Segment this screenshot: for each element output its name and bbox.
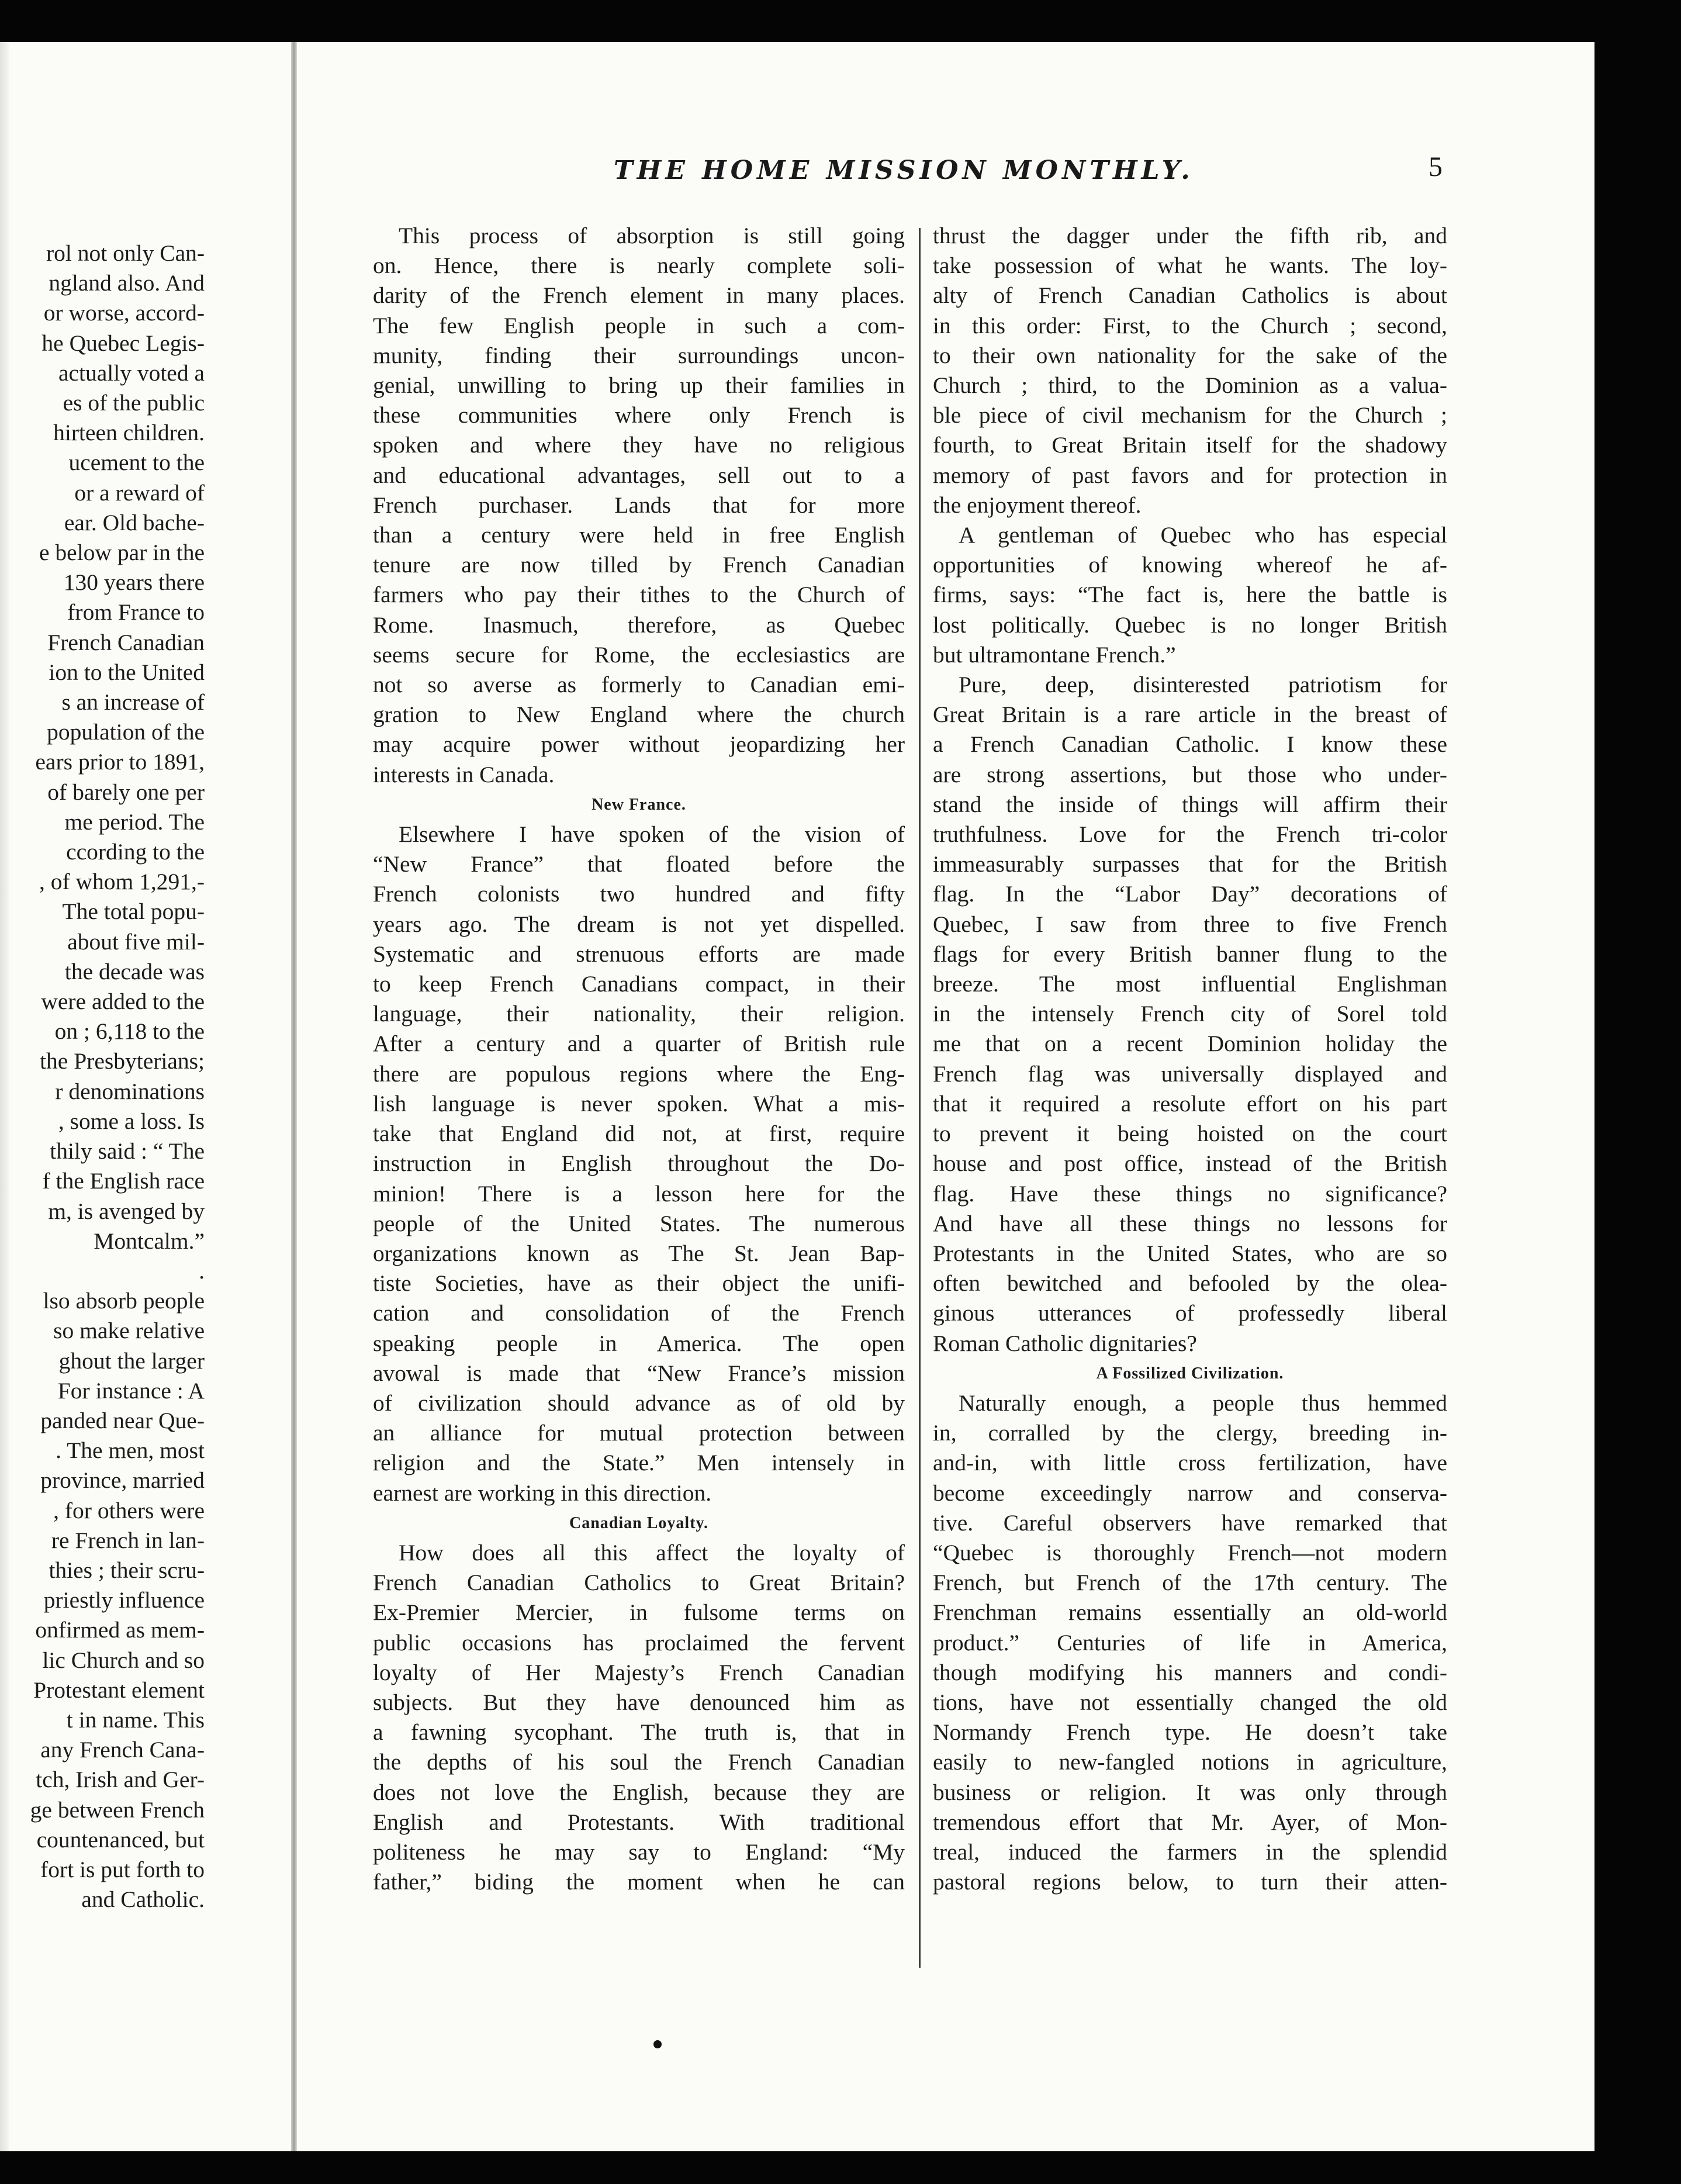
text-line: French flag was universally displayed and: [933, 1060, 1447, 1087]
fragment-line: e below par in the: [39, 540, 205, 566]
text-line: Protestants in the United States, who are so: [933, 1240, 1447, 1266]
text-line: father,” biding the moment when he can: [373, 1869, 905, 1895]
fragment-line: were added to the: [41, 989, 205, 1015]
text-line: that it required a resolute effort on his part: [933, 1090, 1447, 1117]
section-heading: A Fossilized Civilization.: [1096, 1364, 1284, 1383]
fragment-line: ngland also. And: [49, 270, 205, 296]
fragment-line: thies ; their scru-: [49, 1557, 205, 1583]
fragment-line: f the English race: [42, 1168, 205, 1194]
text-line: tions, have not essentially changed the old: [933, 1689, 1447, 1715]
text-line: me that on a recent Dominion holiday the: [933, 1031, 1447, 1057]
fragment-line: r denominations: [55, 1078, 205, 1104]
text-line: house and post office, instead of the British: [933, 1150, 1447, 1177]
text-line: in, corralled by the clergy, breeding in-: [933, 1420, 1447, 1446]
text-line: genial, unwilling to bring up their families in: [373, 372, 905, 399]
section-heading: New France.: [592, 795, 686, 814]
text-line: though modifying his manners and condi-: [933, 1659, 1447, 1685]
text-line: organizations known as The St. Jean Bap-: [373, 1240, 905, 1266]
fragment-line: fort is put forth to: [40, 1856, 205, 1882]
magazine-page: [0, 42, 1594, 2151]
middle-column: [373, 221, 905, 1897]
text-line: and educational advantages, sell out to a: [373, 462, 905, 488]
text-line: fourth, to Great Britain itself for the shadowy: [933, 432, 1447, 458]
fragment-line: actually voted a: [58, 360, 205, 386]
fragment-line: priestly influence: [43, 1587, 205, 1613]
text-line: flag. Have these things no significance?: [933, 1180, 1447, 1207]
text-line: not so averse as formerly to Canadian emi-: [373, 672, 905, 698]
running-title: THE HOME MISSION MONTHLY.: [614, 155, 1194, 185]
fragment-line: countenanced, but: [36, 1826, 205, 1853]
text-line: loyalty of Her Majesty’s French Canadian: [373, 1659, 905, 1685]
text-line: a fawning sycophant. The truth is, that in: [373, 1719, 905, 1746]
text-line: English and Protestants. With traditional: [373, 1809, 905, 1835]
text-line: cation and consolidation of the French: [373, 1300, 905, 1326]
fragment-line: . The men, most: [56, 1437, 205, 1464]
text-line: the enjoyment thereof.: [933, 492, 1142, 518]
text-line: Rome. Inasmuch, therefore, as Quebec: [373, 611, 905, 638]
text-line: tiste Societies, have as their object the unifi-: [373, 1270, 905, 1297]
text-line: tremendous effort that Mr. Ayer, of Mon-: [933, 1809, 1447, 1835]
text-line: farmers who pay their tithes to the Church of: [373, 582, 905, 608]
fragment-line: and Catholic.: [81, 1886, 205, 1913]
fragment-line: from France to: [67, 599, 205, 626]
text-line: Church ; third, to the Dominion as a valua-: [933, 372, 1447, 399]
page-dot: [653, 2040, 662, 2048]
text-line: French Canadian Catholics to Great Britain?: [373, 1570, 905, 1596]
fragment-line: or a reward of: [74, 479, 205, 506]
fragment-line: re French in lan-: [51, 1527, 205, 1553]
previous-page-fragment: [0, 239, 205, 1915]
fragment-line: ccording to the: [66, 839, 205, 865]
text-line: The few English people in such a com-: [373, 312, 905, 338]
text-line: lost politically. Quebec is no longer British: [933, 611, 1447, 638]
text-line: alty of French Canadian Catholics is about: [933, 282, 1447, 309]
text-line: tenure are now tilled by French Canadian: [373, 552, 905, 578]
text-line: these communities where only French is: [373, 402, 905, 428]
text-line: politeness he may say to England: “My: [373, 1839, 905, 1865]
fragment-line: t in name. This: [66, 1706, 205, 1733]
text-line: are strong assertions, but those who under-: [933, 761, 1447, 787]
text-line: a French Canadian Catholic. I know these: [933, 731, 1447, 758]
text-line: avowal is made that “New France’s mission: [373, 1360, 905, 1386]
text-line: and-in, with little cross fertilization, have: [933, 1450, 1447, 1476]
text-line: there are populous regions where the Eng-: [373, 1060, 905, 1087]
text-line: may acquire power without jeopardizing her: [373, 731, 905, 758]
text-line: flag. In the “Labor Day” decorations of: [933, 881, 1447, 907]
text-line: to prevent it being hoisted on the court: [933, 1121, 1447, 1147]
fragment-line: province, married: [40, 1467, 205, 1494]
text-line: “Quebec is thoroughly French—not modern: [933, 1539, 1447, 1566]
text-line: seems secure for Rome, the ecclesiastics are: [373, 641, 905, 668]
text-line: subjects. But they have denounced him as: [373, 1689, 905, 1715]
text-line: stand the inside of things will affirm their: [933, 791, 1447, 817]
text-line: interests in Canada.: [373, 761, 555, 787]
fragment-line: , for others were: [53, 1497, 205, 1523]
text-line: the depths of his soul the French Canadian: [373, 1749, 905, 1775]
fragment-line: , some a loss. Is: [58, 1108, 205, 1134]
text-line: business or religion. It was only through: [933, 1779, 1447, 1805]
fragment-line: , of whom 1,291,-: [39, 869, 205, 895]
fragment-line: For instance : A: [57, 1377, 205, 1404]
fragment-line: ear. Old bache-: [64, 509, 205, 535]
text-line: than a century were held in free English: [373, 522, 905, 548]
text-line: earnest are working in this direction.: [373, 1480, 712, 1506]
fragment-line: about five mil-: [67, 928, 205, 955]
text-line: pastoral regions below, to turn their atten-: [933, 1869, 1447, 1895]
fragment-line: ears prior to 1891,: [35, 749, 205, 775]
text-line: Frenchman remains essentially an old-world: [933, 1599, 1447, 1626]
text-line: Normandy French type. He doesn’t take: [933, 1719, 1447, 1746]
column-rule: [919, 228, 921, 1968]
fragment-line: lic Church and so: [42, 1647, 205, 1673]
fragment-line: 130 years there: [63, 569, 205, 596]
text-line: ble piece of civil mechanism for the Church ;: [933, 402, 1447, 428]
text-line: Quebec, I saw from three to five French: [933, 911, 1447, 937]
text-line: but ultramontane French.”: [933, 641, 1176, 668]
text-line: lish language is never spoken. What a mis-: [373, 1090, 905, 1117]
text-line: gration to New England where the church: [373, 701, 905, 728]
text-line: firms, says: “The fact is, here the battle is: [933, 582, 1447, 608]
fragment-line: Protestant element: [33, 1677, 205, 1703]
text-line: darity of the French element in many places.: [373, 282, 905, 309]
page-number: 5: [1428, 151, 1443, 182]
fragment-line: the Presbyterians;: [40, 1048, 205, 1074]
fragment-line: any French Cana-: [40, 1737, 205, 1763]
text-line: immeasurably surpasses that for the British: [933, 851, 1447, 877]
fragment-line: onfirmed as mem-: [35, 1617, 205, 1643]
text-line: treal, induced the farmers in the splendid: [933, 1839, 1447, 1865]
text-line: take that England did not, at first, require: [373, 1121, 905, 1147]
fragment-line: me period. The: [64, 808, 205, 835]
text-line: an alliance for mutual protection between: [373, 1420, 905, 1446]
text-line: A gentleman of Quebec who has especial: [959, 522, 1447, 548]
text-line: often bewitched and befooled by the olea-: [933, 1270, 1447, 1297]
text-line: breeze. The most influential Englishman: [933, 971, 1447, 997]
text-line: French, but French of the 17th century. The: [933, 1570, 1447, 1596]
text-line: product.” Centuries of life in America,: [933, 1629, 1447, 1656]
text-line: people of the United States. The numerous: [373, 1210, 905, 1236]
text-line: Elsewhere I have spoken of the vision of: [399, 821, 905, 848]
text-line: to keep French Canadians compact, in their: [373, 971, 905, 997]
text-line: Naturally enough, a people thus hemmed: [959, 1390, 1447, 1416]
text-line: public occasions has proclaimed the fervent: [373, 1629, 905, 1656]
text-line: Pure, deep, disinterested patriotism for: [959, 672, 1447, 698]
fragment-line: Montcalm.”: [94, 1228, 205, 1254]
text-line: instruction in English throughout the Do-: [373, 1150, 905, 1177]
text-line: Systematic and strenuous efforts are made: [373, 941, 905, 967]
fragment-line: s an increase of: [61, 689, 205, 716]
fragment-line: on ; 6,118 to the: [54, 1018, 205, 1045]
fragment-line: .: [199, 1257, 205, 1284]
fragment-line: panded near Que-: [40, 1407, 205, 1433]
text-line: spoken and where they have no religious: [373, 432, 905, 458]
fragment-line: or worse, accord-: [43, 300, 205, 326]
fragment-line: tch, Irish and Ger-: [36, 1767, 205, 1793]
text-line: tive. Careful observers have remarked that: [933, 1509, 1447, 1536]
text-line: religion and the State.” Men intensely in: [373, 1450, 905, 1476]
text-line: thrust the dagger under the fifth rib, and: [933, 223, 1447, 248]
text-line: flags for every British banner flung to the: [933, 941, 1447, 967]
fragment-line: ion to the United: [49, 659, 205, 685]
text-line: memory of past favors and for protection in: [933, 462, 1447, 488]
fragment-line: French Canadian: [47, 629, 205, 655]
text-line: take possession of what he wants. The loy-: [933, 253, 1447, 279]
text-line: “New France” that floated before the: [373, 851, 905, 877]
text-line: opportunities of knowing whereof he af-: [933, 552, 1447, 578]
fragment-line: The total popu-: [62, 899, 205, 925]
text-line: This process of absorption is still going: [399, 223, 905, 248]
book-gutter: [291, 42, 297, 2151]
fragment-line: ge between French: [30, 1796, 205, 1823]
text-line: And have all these things no lessons for: [933, 1210, 1447, 1236]
text-line: Roman Catholic dignitaries?: [933, 1330, 1197, 1356]
right-column: [933, 221, 1447, 1897]
fragment-line: ghout the larger: [58, 1347, 205, 1374]
text-line: French colonists two hundred and fifty: [373, 881, 905, 907]
text-line: Ex-Premier Mercier, in fulsome terms on: [373, 1599, 905, 1626]
fragment-line: ucement to the: [68, 450, 205, 476]
text-line: become exceedingly narrow and conserva-: [933, 1480, 1447, 1506]
text-line: to their own nationality for the sake of the: [933, 342, 1447, 368]
text-line: French purchaser. Lands that for more: [373, 492, 905, 518]
fragment-line: thily said : “ The: [50, 1138, 205, 1164]
fragment-line: of barely one per: [47, 779, 205, 805]
fragment-line: rol not only Can-: [46, 240, 205, 266]
text-line: munity, finding their surroundings uncon-: [373, 342, 905, 368]
fragment-line: the decade was: [64, 958, 205, 984]
fragment-line: he Quebec Legis-: [41, 330, 205, 356]
text-line: ginous utterances of professedly liberal: [933, 1300, 1447, 1326]
text-line: years ago. The dream is not yet dispelled.: [373, 911, 905, 937]
text-line: language, their nationality, their religion.: [373, 1001, 905, 1027]
text-line: truthfulness. Love for the French tri-color: [933, 821, 1447, 848]
text-line: does not love the English, because they are: [373, 1779, 905, 1805]
text-line: minion! There is a lesson here for the: [373, 1180, 905, 1207]
text-line: Great Britain is a rare article in the breast of: [933, 701, 1447, 728]
section-heading: Canadian Loyalty.: [569, 1513, 708, 1532]
fragment-line: population of the: [47, 719, 205, 745]
text-line: After a century and a quarter of British rule: [373, 1031, 905, 1057]
text-line: on. Hence, there is nearly complete soli-: [373, 253, 905, 279]
fragment-line: es of the public: [63, 390, 205, 416]
text-line: How does all this affect the loyalty of: [399, 1539, 905, 1566]
text-line: of civilization should advance as of old by: [373, 1390, 905, 1416]
text-line: easily to new-fangled notions in agriculture,: [933, 1749, 1447, 1775]
fragment-line: so make relative: [53, 1318, 205, 1344]
text-line: in this order: First, to the Church ; second,: [933, 312, 1447, 338]
text-line: speaking people in America. The open: [373, 1330, 905, 1356]
fragment-line: m, is avenged by: [48, 1198, 205, 1224]
fragment-line: hirteen children.: [53, 420, 205, 446]
text-line: in the intensely French city of Sorel told: [933, 1001, 1447, 1027]
fragment-line: lso absorb people: [43, 1288, 205, 1314]
